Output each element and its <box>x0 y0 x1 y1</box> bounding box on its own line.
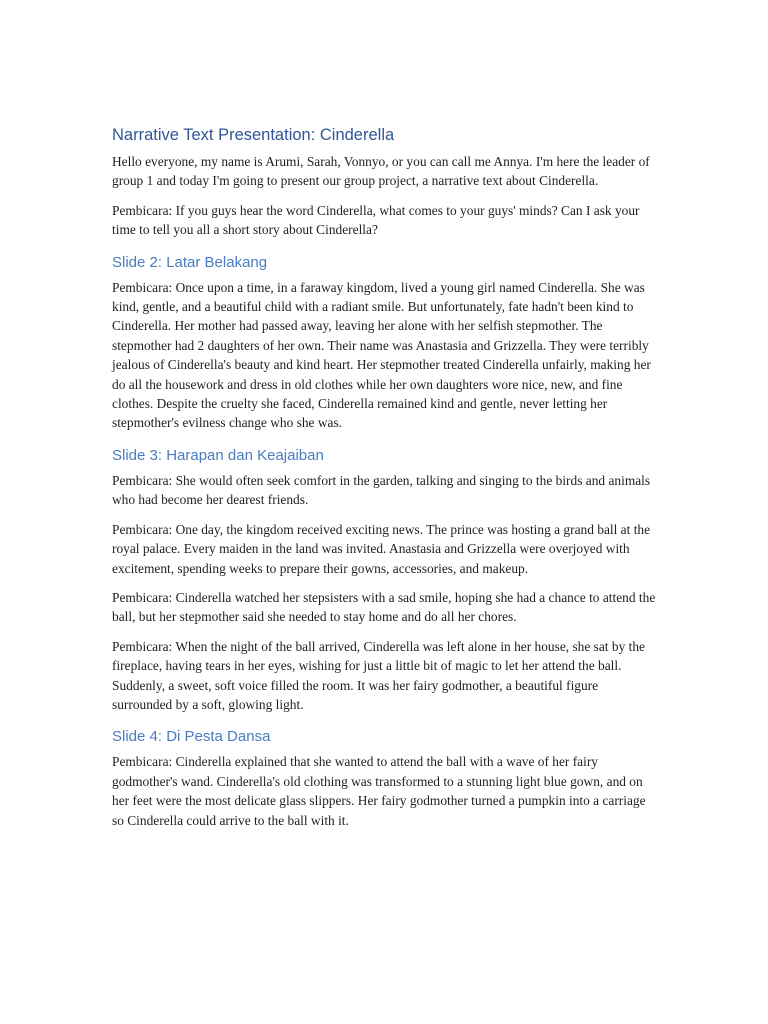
section-paragraph: Pembicara: Cinderella watched her stepsisters with a sad smile, hoping she had a chance to attend the ball, but her stepmother said she needed to stay home and do all her chores. <box>112 589 656 625</box>
section-paragraph: Pembicara: One day, the kingdom received exciting news. The prince was hosting a grand ball at the royal palace. Every maiden in the land was invited. Anastasia and Grizzella were overjoyed with excitement, spending weeks to prepare their gowns, accessories, and makeup. <box>112 521 651 576</box>
intro-paragraph: Hello everyone, my name is Arumi, Sarah, Vonnyo, or you can call me Annya. I'm here the leader of group 1 and today I'm going to present our group project, a narrative text about Cinderella. <box>112 154 650 189</box>
intro-paragraph: Pembicara: If you guys hear the word Cinderella, what comes to your guys' minds? Can I ask your time to tell you all a short story about Cinderella? <box>112 202 640 238</box>
section-heading-slide-4: Slide 4: Di Pesta Dansa <box>112 728 271 746</box>
section-paragraph: Pembicara: When the night of the ball arrived, Cinderella was left alone in her house, she sat by the fireplace, having tears in her eyes, wishing for just a little bit of magic to let her attend the ball. Suddenly, a sweet, soft voice filled the room. It was her fairy godmother, a beautiful figure surrounded by a soft, glowing light. <box>112 638 645 712</box>
section-paragraph: Pembicara: Once upon a time, in a faraway kingdom, lived a young girl named Cinderella. She was kind, gentle, and a beautiful child with a radiant smile. But unfortunately, fate hadn't been kind to Cinderella. Her mother had passed away, leaving her alone with her selfish stepmother. The stepmother had 2 daughters of her own. Their name was Anastasia and Grizzella. They were terribly jealous of Cinderella's beauty and kind heart. Her stepmother treated Cinderella unfairly, making her do all the housework and dress in old clothes while her own daughters wore nice, new, and fine clothes. Despite the cruelty she faced, Cinderella remained kind and gentle, never letting her stepmother's evilness change who she was. <box>112 279 651 431</box>
section-paragraph: Pembicara: Cinderella explained that she wanted to attend the ball with a wave of her fairy godmother's wand. Cinderella's old clothing was transformed to a stunning light blue gown, and on her feet were the most delicate glass slippers. Her fairy godmother turned a pumpkin into a carriage so Cinderella could arrive to the ball with it. <box>112 754 646 828</box>
section-heading-slide-3: Slide 3: Harapan dan Keajaiban <box>112 446 324 464</box>
section-heading-slide-2: Slide 2: Latar Belakang <box>112 253 268 271</box>
document-title: Narrative Text Presentation: Cinderella <box>112 126 395 144</box>
section-paragraph: Pembicara: She would often seek comfort in the garden, talking and singing to the birds and animals who had become her dearest friends. <box>112 472 651 508</box>
